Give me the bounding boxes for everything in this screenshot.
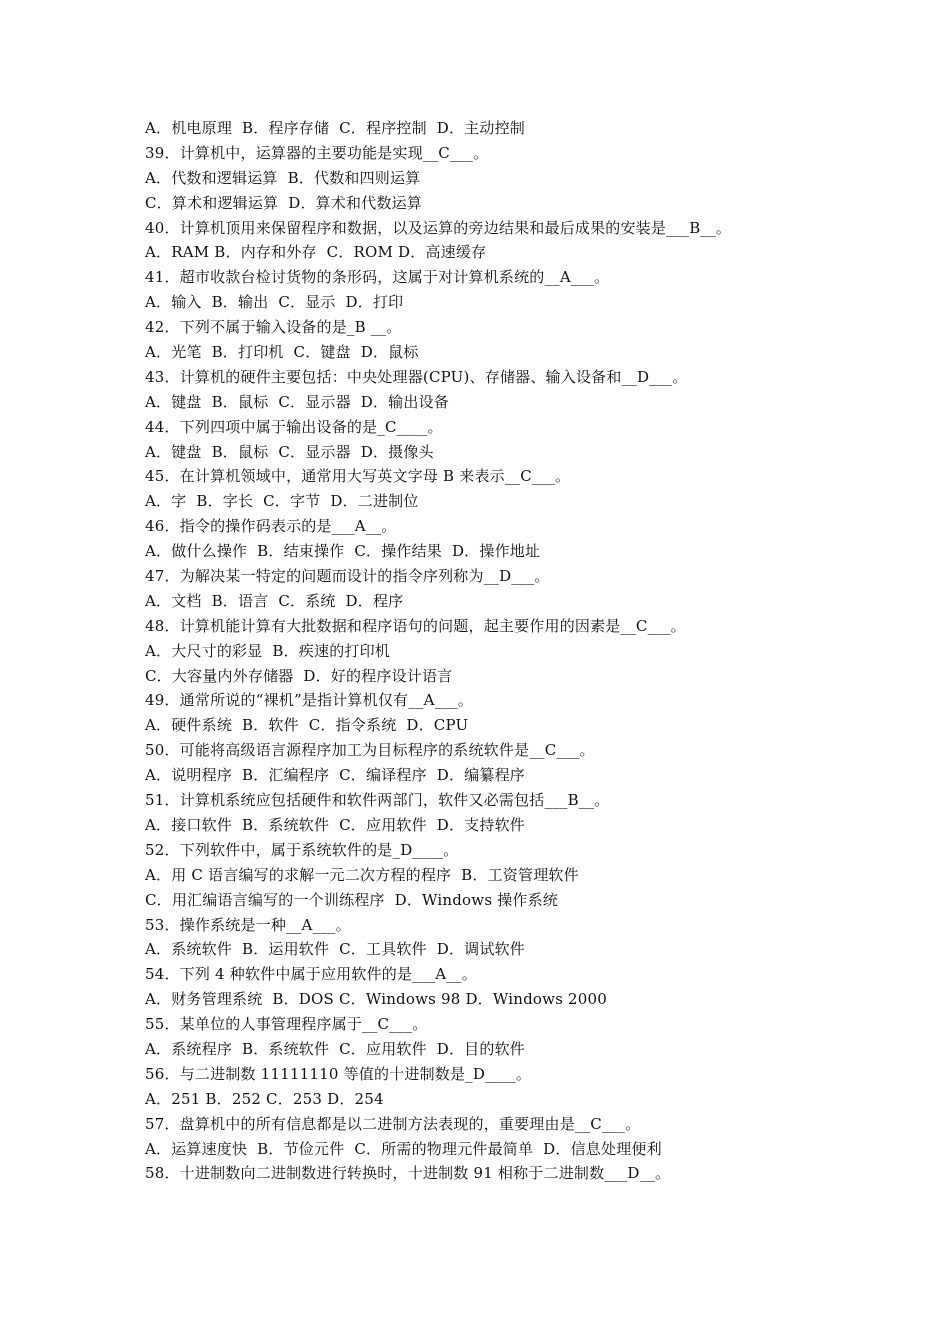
text-line: A．光笔 B．打印机 C．键盘 D．鼠标 (145, 343, 419, 362)
text-line: 58．十进制数向二进制数进行转换时，十进制数 91 相称于二进制数___D__。 (145, 1164, 671, 1183)
text-line: 52．下列软件中，属于系统软件的是_D____。 (145, 840, 459, 859)
text-line: A．键盘 B．鼠标 C．显示器 D．摄像头 (145, 442, 434, 461)
question-text-block (145, 116, 845, 1186)
text-line: 40．计算机顶用来保留程序和数据，以及运算的旁边结果和最后成果的安装是___B__。 (145, 218, 732, 237)
text-line: 56．与二进制数 11111110 等值的十进制数是_D____。 (145, 1064, 532, 1083)
text-line: 55．某单位的人事管理程序属于__C___。 (145, 1015, 428, 1034)
text-line: A．接口软件 B．系统软件 C．应用软件 D．支持软件 (145, 815, 525, 834)
text-line: C．用汇编语言编写的一个训练程序 D．Windows 操作系统 (145, 890, 558, 909)
text-line: A．做什么操作 B．结束操作 C．操作结果 D．操作地址 (145, 542, 541, 561)
text-line: 43．计算机的硬件主要包括：中央处理器(CPU)、存储器、输入设备和__D___。 (145, 367, 688, 386)
text-line: 39．计算机中，运算器的主要功能是实现__C___。 (145, 143, 489, 162)
text-line: A．说明程序 B．汇编程序 C．编译程序 D．编纂程序 (145, 766, 525, 785)
text-line: C．大容量内外存储器 D．好的程序设计语言 (145, 666, 453, 685)
text-line: A．财务管理系统 B．DOS C．Windows 98 D．Windows 2000 (145, 990, 607, 1009)
text-line: A．系统软件 B．运用软件 C．工具软件 D．调试软件 (145, 940, 525, 959)
text-line: 57．盘算机中的所有信息都是以二进制方法表现的，重要理由是__C___。 (145, 1114, 641, 1133)
text-line: A．系统程序 B．系统软件 C．应用软件 D．目的软件 (145, 1039, 525, 1058)
text-line: A．输入 B．输出 C．显示 D．打印 (145, 293, 404, 312)
text-line: A．文档 B．语言 C．系统 D．程序 (145, 591, 404, 610)
text-line: A．RAM B．内存和外存 C．ROM D．高速缓存 (145, 243, 487, 262)
text-line: 53．操作系统是一种__A___。 (145, 915, 351, 934)
text-line: 44．下列四项中属于输出设备的是_C____。 (145, 417, 443, 436)
text-line: 42．下列不属于输入设备的是_B __。 (145, 318, 402, 337)
text-line: A．机电原理 B．程序存储 C．程序控制 D．主动控制 (145, 119, 525, 137)
text-line: 49．通常所说的“裸机”是指计算机仅有__A___。 (145, 691, 473, 710)
text-line: 41．超市收款台检讨货物的条形码，这属于对计算机系统的__A___。 (145, 268, 610, 287)
text-line: C．算术和逻辑运算 D．算术和代数运算 (145, 193, 423, 212)
text-line: A．用 C 语言编写的求解一元二次方程的程序 B．工资管理软件 (145, 865, 579, 884)
text-line: A．251 B．252 C．253 D．254 (145, 1089, 384, 1108)
text-line: 50．可能将高级语言源程序加工为目标程序的系统软件是__C___。 (145, 741, 595, 760)
text-line: A．字 B．字长 C．字节 D．二进制位 (145, 492, 419, 511)
text-line: A．硬件系统 B．软件 C．指令系统 D．CPU (145, 716, 469, 735)
text-line: 48．计算机能计算有大批数据和程序语句的问题，起主要作用的因素是__C___。 (145, 616, 686, 635)
text-line: A．代数和逻辑运算 B．代数和四则运算 (145, 168, 421, 187)
text-line: A．运算速度快 B．节俭元件 C．所需的物理元件最简单 D．信息处理便利 (145, 1139, 662, 1158)
text-line: 47．为解决某一特定的问题而设计的指令序列称为__D___。 (145, 567, 550, 586)
text-line: 46．指令的操作码表示的是___A__。 (145, 517, 397, 536)
text-line: 54．下列 4 种软件中属于应用软件的是___A__。 (145, 965, 477, 984)
text-line: 45．在计算机领域中，通常用大写英文字母 B 来表示__C___。 (145, 467, 571, 486)
text-line: 51．计算机系统应包括硬件和软件两部门，软件又必需包括___B__。 (145, 791, 610, 810)
text-line: A．大尺寸的彩显 B．疾速的打印机 (145, 641, 390, 660)
text-line: A．键盘 B．鼠标 C．显示器 D．输出设备 (145, 392, 449, 411)
